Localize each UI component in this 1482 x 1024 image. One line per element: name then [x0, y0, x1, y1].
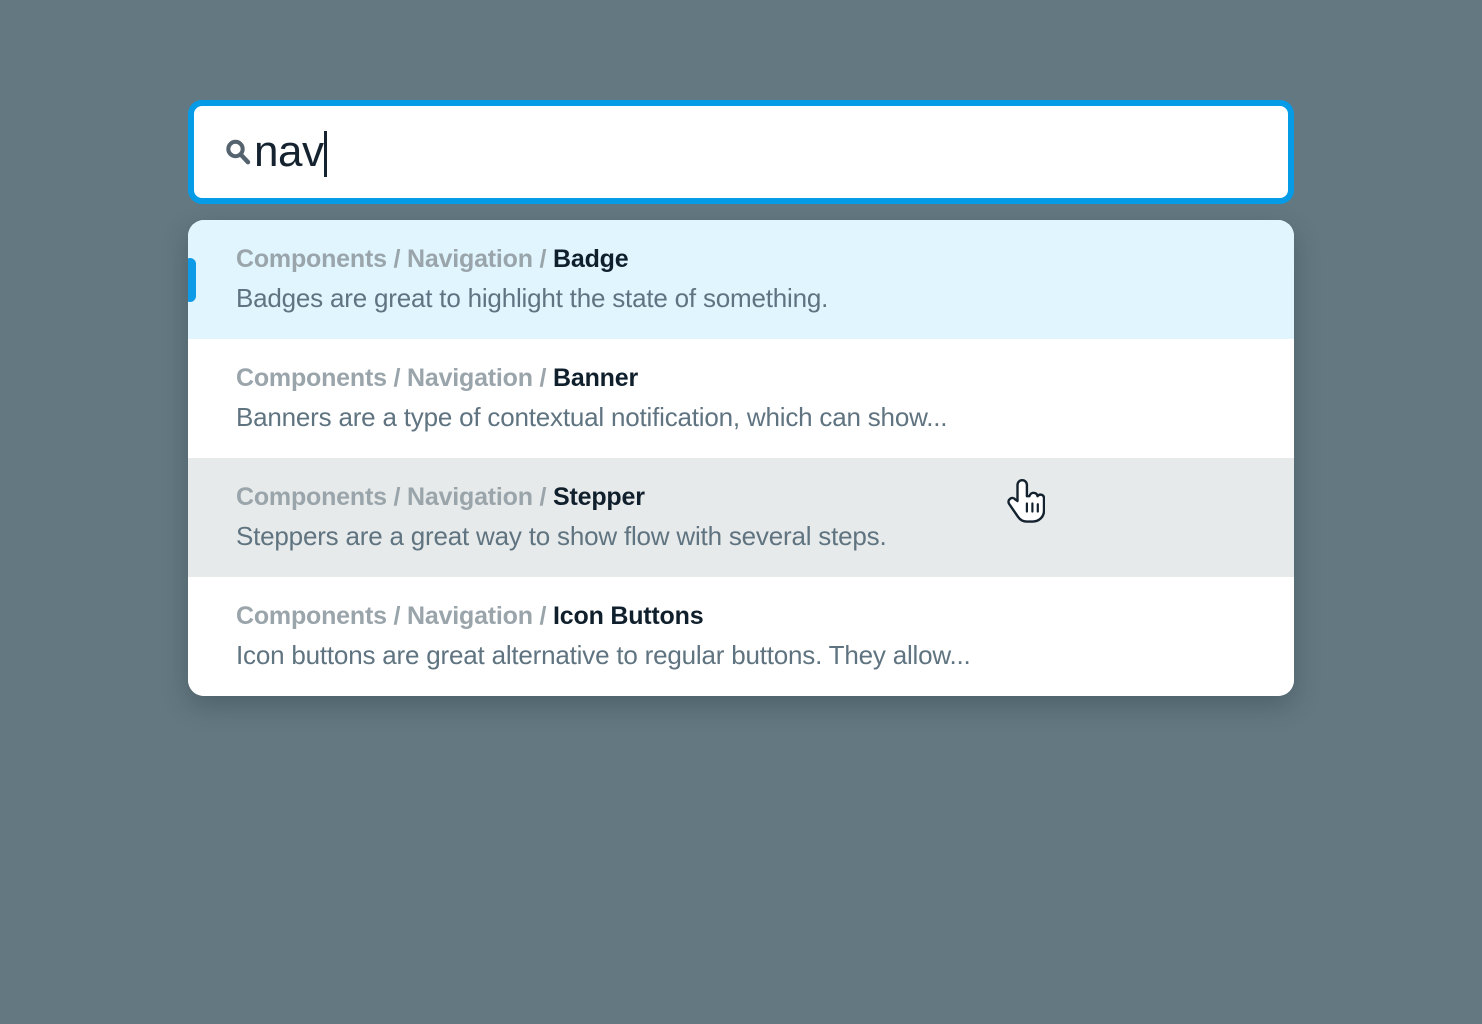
breadcrumb	[236, 599, 1260, 633]
selected-indicator-bar	[188, 258, 196, 302]
result-title: Stepper	[553, 483, 645, 511]
result-title: Icon Buttons	[553, 602, 704, 630]
breadcrumb-prefix: Components / Navigation /	[236, 483, 547, 511]
result-description: Steppers are a great way to show flow with several steps.	[236, 521, 887, 551]
search-result-item-icon-buttons[interactable]	[188, 577, 1294, 696]
search-input-value-wrap	[254, 124, 327, 180]
search-widget	[188, 100, 1294, 696]
result-description: Badges are great to highlight the state of something.	[236, 283, 829, 313]
search-icon	[224, 138, 252, 166]
breadcrumb	[236, 361, 1260, 395]
search-result-item-badge[interactable]	[188, 220, 1294, 339]
result-description: Icon buttons are great alternative to regular buttons. They allow...	[236, 640, 971, 670]
result-description: Banners are a type of contextual notification, which can show...	[236, 402, 948, 432]
breadcrumb-prefix: Components / Navigation /	[236, 602, 547, 630]
search-input[interactable]	[188, 100, 1294, 204]
breadcrumb-prefix: Components / Navigation /	[236, 245, 547, 273]
text-caret	[324, 131, 327, 177]
breadcrumb	[236, 242, 1260, 276]
breadcrumb-prefix: Components / Navigation /	[236, 364, 547, 392]
search-input-value: nav	[254, 127, 324, 176]
search-results-dropdown	[188, 220, 1294, 696]
breadcrumb	[236, 480, 1260, 514]
search-result-item-stepper[interactable]	[188, 458, 1294, 577]
search-result-item-banner[interactable]	[188, 339, 1294, 458]
result-title: Banner	[553, 364, 638, 392]
result-title: Badge	[553, 245, 629, 273]
